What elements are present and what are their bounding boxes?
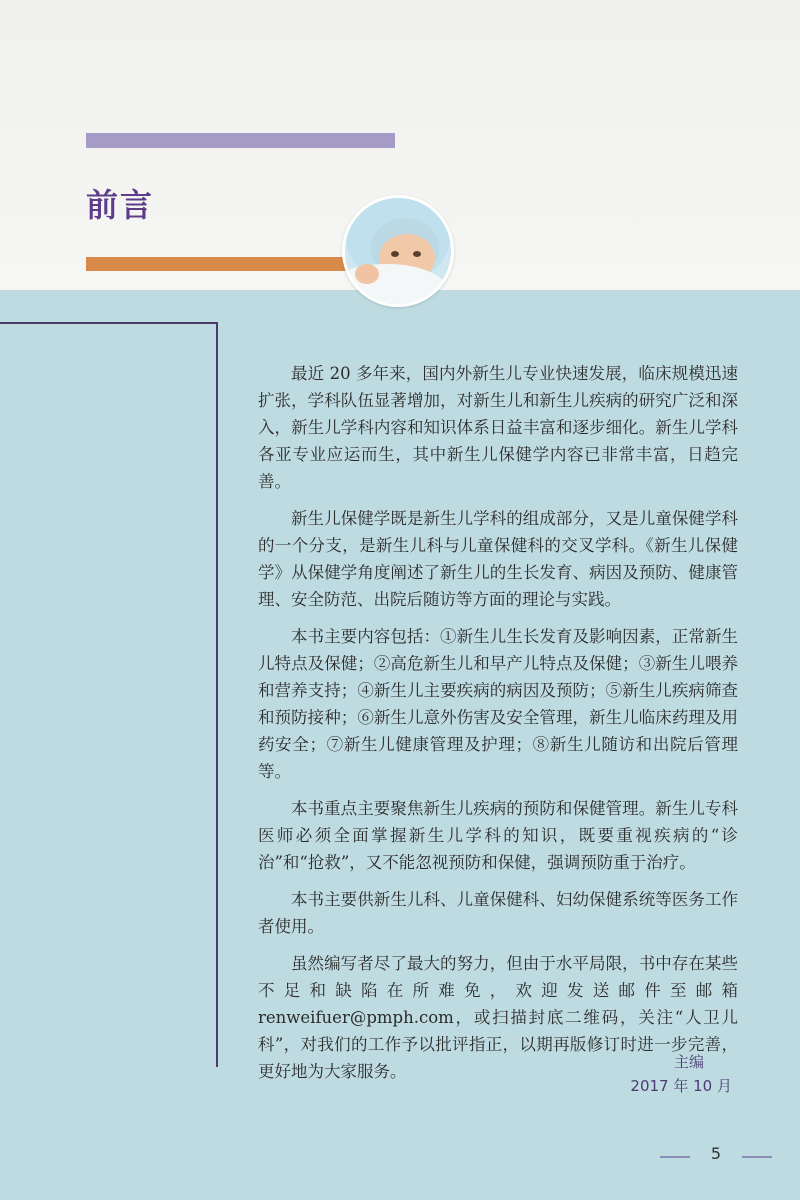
date-label: 2017 年 10 月 [630,1077,732,1095]
baby-photo-icon [342,195,454,307]
page-title: 前言 [86,186,155,224]
page-footer [660,1142,772,1172]
paragraph: 虽然编写者尽了最大的努力，但由于水平局限，书中存在某些不足和缺陷在所难免，欢迎发送邮件至邮箱 renweifuer@pmph.com，或扫描封底二维码，关注“人卫儿科”，对我们的工作予以批评指正，以期再版修订时进一步完善，更好地为大家服务。 [258,954,738,1081]
paragraph: 本书主要内容包括：①新生儿生长发育及影响因素，正常新生儿特点及保健；②高危新生儿和早产儿特点及保健；③新生儿喂养和营养支持；④新生儿主要疾病的病因及预防；⑤新生儿疾病筛查和预防接种；⑥新生儿意外伤害及安全管理，新生儿临床药理及用药安全；⑦新生儿健康管理及护理；⑧新生儿随访和出院后管理等。 [258,627,738,781]
decorative-border-frame [0,322,218,1067]
paragraph: 新生儿保健学既是新生儿学科的组成部分，又是儿童保健学科的一个分支，是新生儿科与儿童保健科的交叉学科。《新生儿保健学》从保健学角度阐述了新生儿的生长发育、病因及预防、健康管理、安全防范、出院后随访等方面的理论与实践。 [258,509,738,609]
baby-photo-graphic [345,198,451,304]
footer-divider-left [660,1156,690,1158]
preface-body [258,360,738,1095]
decorative-purple-bar [86,133,395,148]
footer-divider-right [742,1156,772,1158]
paragraph: 本书主要供新生儿科、儿童保健科、妇幼保健系统等医务工作者使用。 [258,890,738,936]
page-number: 5 [710,1144,722,1163]
decorative-orange-bar [86,257,351,271]
editor-label: 主编 [673,1053,704,1071]
paragraph: 最近 20 多年来，国内外新生儿专业快速发展，临床规模迅速扩张，学科队伍显著增加，对新生儿和新生儿疾病的研究广泛和深入，新生儿学科内容和知识体系日益丰富和逐步细化。新生儿学科各亚专业应运而生，其中新生儿保健学内容已非常丰富，日趋完善。 [258,364,738,491]
signature-block [560,1050,732,1098]
paragraph: 本书重点主要聚焦新生儿疾病的预防和保健管理。新生儿专科医师必须全面掌握新生儿学科的知识，既要重视疾病的“诊治”和“抢救”，又不能忽视预防和保健，强调预防重于治疗。 [258,799,738,872]
